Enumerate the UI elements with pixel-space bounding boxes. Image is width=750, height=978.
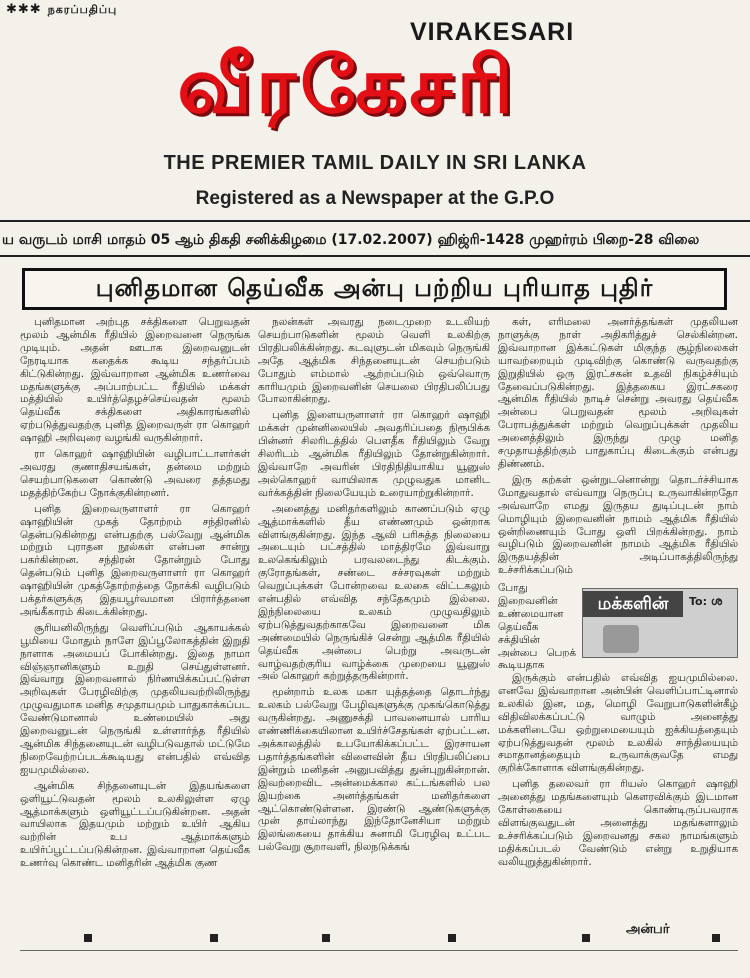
square-bullet-icon	[448, 934, 456, 942]
square-bullet-icon	[210, 934, 218, 942]
article-column-3-bottom	[498, 672, 738, 934]
inset-photo	[603, 625, 639, 653]
edition-tag	[6, 2, 117, 18]
edition-label: நகரப்பதிப்பு	[47, 3, 118, 16]
divider	[0, 255, 750, 257]
square-bullet-icon	[322, 934, 330, 942]
paragraph: ரா கொஹர் ஷாஹியின் வழிபாட்டாளர்கள் அவரது குணாதிசயங்கள், தன்மை மற்றும் செயற்பாடுகளை கொண்டு அவரை தத்தமது மதத்திற்கேற்ப நோக்குகின்றனர்.	[20, 448, 250, 499]
newspaper-logo: வீரகேசரி	[177, 41, 517, 131]
paragraph: நலன்கள் அவரது நடைமுறை உடலியற் செயற்பாடுகளின் மூலம் வெளி உலகிற்கு பிரதிபலிக்கின்றது. கடவுளுடன் மிகவும் நெருங்கி அதே ஆத்மிக சிந்தனையுடன் செயற்படும் போதும் எம்மால் ஆற்றப்படும் ஒவ்வொரு காரியமும் இறைவனின் செயலை பிரதிபலிப்பது போலாகின்றது.	[258, 316, 490, 406]
paragraph: அனைத்து மனிதர்களிலும் காணப்படும் ஏழு ஆத்மாக்களில் தீய எண்ணமும் ஒன்றாக விளங்குகின்றது. இந்த ஆவி பரிசுத்த நிலையை அடையும் பட்சத்தில் மாத்திரமே இவ்வாறு உலகெங்கிலும் பரவலடைந்து கிடக்கும். குரோதங்கள், சண்டை சச்சரவுகள் மற்றும் வெறுப்புக்கள் போன்றவை உலகை விட்டகலும் என்பதில் எவ்வித சந்தேகமும் இல்லை. இந்நிலையை உலகம் முழுவதிலும் ஏற்படுத்துவதற்காகவே இறைவனை மிக அண்மையில் நெருங்கிச் சென்று ஆத்மிக ரீதியில் தெய்வீக அன்பை பெற்று அவருடன் வாழ்வதற்குரிய வாழ்க்கை முறையை யூனுஸ் அல் கொஹர் கற்றுத்தருகின்றார்.	[258, 502, 490, 683]
square-bullet-icon	[712, 934, 720, 942]
star-ornament-icon: ✱✱✱	[6, 2, 42, 17]
masthead-slogan: THE PREMIER TAMIL DAILY IN SRI LANKA	[163, 152, 587, 174]
paragraph: சூரியனிலிருந்து வெளிப்படும் ஆகாயக்கல் பூமியை மோதும் நாளே இப்பூலோகத்தின் இறுதி நாளாக அமையப் போகின்றது. இதை நாமா விஞ்ஞானிகளும் உறுதி செய்துள்ளனர். இவ்வாறு இறைவனால் நிர்ணயிக்கப்பட்டுள்ள அறிவுகள் பேரழிவிற்கு முதலியவற்றிலிருந்து முழுவதுமாக மனித சமுதாயமும் பாதுகாக்கப்பட வேண்டுமானால் உண்மையில் அது இறைவனுடன் நெருங்கி உள்ளார்ந்த ரீதியில் ஆன்மிக சிந்தனையுடன் வழிபடுவதால் மட்டுமே நிறைவேற்றப்படக்கூடியது என்பதில் எவ்வித ஐயமுமில்லை.	[20, 621, 250, 776]
square-bullet-icon	[582, 934, 590, 942]
inset-caption: To: ശ	[689, 595, 722, 608]
divider	[0, 220, 750, 222]
paragraph: இரு கற்கள் ஒன்றுடனொன்று தொடர்ச்சியாக மோதுவதால் எவ்வாறு நெருப்பு உருவாகின்றதோ அவ்வாறே எமது இருதய துடிப்புடன் நாம் மொழியும் இறைவனின் நாமம் ஆத்மிக ரீதியில் ஒன்றிணையும் போது ஒளி பிறக்கின்றது. நாம் வழிபடும் இறைவனின் நாமம் ஆத்மிக ரீதியில் இருதயத்தின் அடிப்பாகத்திலிருந்து உச்சரிக்கப்படும்	[498, 473, 738, 577]
paragraph: புனித இளையருளாளர் ரா கொஹர் ஷாஹி மக்கள் முன்னிலையில் அவதரிப்பதை நிரூபிக்க பின்னர் சிலரிடத்தில் பௌதீக ரீதியிலும் வேறு சிலரிடம் ஆன்மிக ரீதியிலும் தோன்றுகின்றார். இவ்வாறே அவரின் பிரதிநிதியாகிய யூனுஸ் அல்கொஹர் வாயிலாக முழுவதுக மானிட வர்க்கத்தின் நிலையேயும் உரையாற்றுகின்றார்.	[258, 409, 490, 499]
article-column-3-side	[498, 582, 576, 672]
headline-banner	[22, 268, 727, 310]
paragraph: இருக்கும் என்பதில் எவ்வித ஐயமுமில்லை. எனவே இவ்வாறான அன்பின் வெளிப்பாட்டினால் உலகில் இன, மத, மொழி வேறுபாடுகளின்கீழ் விதிவிலக்கப்பட்டு வாழும் அனைத்து மக்களிடையே ஒற்றுமையையும் ஐக்கியத்தையும் ஏற்படுத்துவதன் மூலம் உலகில் சாந்தியையும் சமாதானத்தையும் உருவாக்குவதே எமது குறிக்கோளாக விளங்குகின்றது.	[498, 672, 738, 775]
article-headline: புனிதமான தெய்வீக அன்பு பற்றிய புரியாத புதிர்	[95, 273, 654, 302]
paragraph: புனிதமான அற்புத சக்திகளை பெறுவதன் மூலம் ஆன்மிக ரீதியில் இறைவனை நெருங்க முடியும். அதன் ஊடாக இறைவனுடன் நேரடியாக கதைக்க கூடிய சந்தர்ப்பம் கிட்டுகின்றது. இவ்வாறான ஆன்மிக உணர்வை மதங்களுக்கு அப்பாற்பட்ட ரீதியில் மக்கள் மத்தியில் உயிர்த்தெழச்செய்வதன் மூலம் தெய்வீக சக்திகளை அதிகாரங்களில் ஏற்படுத்துவதற்கு புனித இறைவருள் ரா கொஹர் ஷாஹி அறிவுரை வழங்கி வருகின்றார்.	[20, 316, 250, 445]
paragraph: ஆன்மிக சிந்தனையுடன் இதயங்களை ஒளியூட்டுவதன் மூலம் உலகிலுள்ள ஏழு ஆத்மாக்களும் ஒளியூட்டப்படுகின்றன. அதன் வாயிலாக இதயமும் மற்றும் உயிர் ஆகிய வற்றின் உப ஆத்மாக்களும் உயிர்ப்பூட்டப்படுகின்றன. இவ்வாறான தெய்வீக உணர்வு கொண்ட மனிதரின் ஆத்மிக குண	[20, 779, 250, 870]
brand-english: VIRAKESARI	[410, 18, 575, 46]
inset-advert	[582, 588, 738, 658]
paragraph: புனித இறைவருளாளர் ரா கொஹர் ஷாஹியின் முகத் தோற்றம் சந்திரனில் தென்படுகின்றது என்பதற்கு பல்வேறு ஆன்மிக மற்றும் புராதன நூல்கள் என்பன சான்று பகர்கின்றன. சந்திரன் தோன்றும் போது தென்படும் புனித இறைவருளாளர் ரா கொஹர் ஷாஹியின் முகத்தோற்றத்தை நோக்கி வழிபடும் பக்தர்களுக்கு இதயபூர்வமான பிரார்த்தனை அங்கீகாரம் கிடைக்கின்றது.	[20, 502, 250, 618]
byline: அன்பர்	[626, 922, 670, 937]
footer-ornaments	[0, 934, 750, 946]
article-column-2	[258, 316, 490, 926]
paragraph: புனித தலைவர் ரா ரியஸ் கொஹர் ஷாஹி அனைத்து மதங்களையும் கௌரவிக்கும் இடமான கோள்கையை கொண்டிருப்பவராக விளங்குவதுடன் அனைத்து மதங்களாலும் உச்சரிக்கப்படும் இறைவனது சகல நாமங்களும் மதிக்கப்படல் வேண்டும் என்று உறுதியாக வலியுறுத்துகின்றார்.	[498, 778, 738, 868]
registration-notice: Registered as a Newspaper at the G.P.O	[195, 188, 555, 209]
paragraph: போது இறைவனின் உண்மையான தெய்வீக சக்தியின் அன்பை பெறக் கூடியதாக	[498, 582, 576, 672]
divider	[20, 950, 738, 951]
paragraph: கள், எரிமலை அனர்த்தங்கள் முதலியன நாளுக்கு நாள் அதிகரித்துச் செல்கின்றன. இவ்வாறான இக்கட்டுகள் மிகுந்த சூழ்நிலைகள் யாவற்றையும் முடிவிற்கு கொண்டு வருவதற்கு இறுதியில் ஒரு இரட்சகன் உதவி நிகழ்ச்சியும் தேவைப்படுகின்றது. இத்தகைய இரட்சகரை ஆன்மிக ரீதியில் நாடிச் சென்று அவரது தெய்வீக அன்பை பெறுவதன் மூலம் அறிவுகள் பேராபத்துக்கள் மற்றும் வெறுப்புக்கள் முதலிய அனைத்திலும் இருந்து முழு மனித சமுதாயத்திற்கும் பாதுகாப்பு கிடைக்கும் என்பது திண்ணம்.	[498, 316, 738, 470]
square-bullet-icon	[84, 934, 92, 942]
dateline: ய வருடம் மாசி மாதம் 05 ஆம் திகதி சனிக்கிழமை (17.02.2007) ஹிஜ்ரி-1428 முஹர்ரம் பிறை-28 விலை	[2, 232, 700, 248]
article-column-3-top	[498, 316, 738, 578]
inset-title: மக்களின்	[583, 591, 683, 617]
article-column-1	[20, 316, 250, 926]
paragraph: மூன்றாம் உலக மகா யுத்தத்தை தொடர்ந்து உலகம் பல்வேறு பேழிவுகளுக்கு முகங்கொடுத்து வருகின்றது. அணுசக்தி பாவனையால் பாரிய எண்ணிக்கையிலான உயிர்ச்சேதங்கள் ஏற்பட்டன. அக்காலத்தில் உபயோகிக்கப்பட்ட இரசாயன பதார்த்தங்களின் விளைவின் தீய பிரதிபலிப்பை இன்றும் மனிதன் அனுபவித்து துன்புறுகின்றான். இவற்றைவிட அன்மைக்கால கட்டங்களில் பல இயற்கை அனர்த்தங்கள் மனிதர்களை ஆட்கொண்டுள்ளன. இரண்டு ஆண்டுகளுக்கு முன் தாய்லாந்து இந்தோனேசியா மற்றும் இலங்கையை தாக்கிய சுனாமி பேரழிவு உட்பட பல்வேறு சூறாவளி, நிலநடுக்கங்	[258, 686, 490, 854]
